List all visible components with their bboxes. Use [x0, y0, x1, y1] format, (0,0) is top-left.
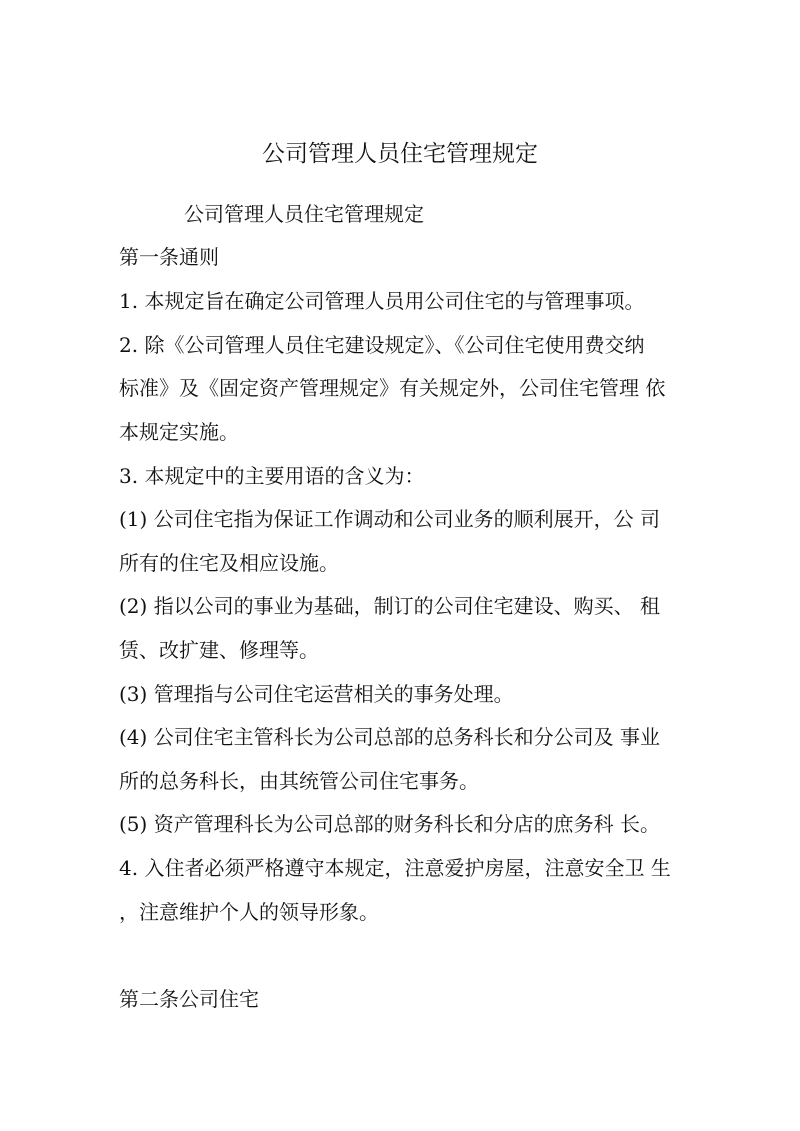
text-line: 2. 除《公司管理人员住宅建设规定》、《公司住宅使用费交纳 — [119, 333, 645, 357]
text-line: (1) 公司住宅指为保证工作调动和公司业务的顺利展开，公 司 — [119, 507, 661, 531]
text-line: 1. 本规定旨在确定公司管理人员用公司住宅的与管理事项。 — [119, 289, 645, 313]
text-line: ，注意维护个人的领导形象。 — [119, 900, 379, 924]
text-line: (4) 公司住宅主管科长为公司总部的总务科长和分公司及 事业 — [119, 725, 661, 749]
text-line: (3) 管理指与公司住宅运营相关的事务处理。 — [119, 682, 514, 706]
text-line: (5) 资产管理科长为公司总部的财务科长和分店的庶务科 长。 — [119, 812, 661, 836]
text-line: 3. 本规定中的主要用语的含义为： — [119, 464, 425, 488]
text-line: 所有的住宅及相应设施。 — [119, 551, 339, 575]
document-subtitle: 公司管理人员住宅管理规定 — [184, 202, 424, 226]
text-line: 本规定实施。 — [119, 420, 239, 444]
text-line: 所的总务科长，由其统管公司住宅事务。 — [119, 769, 479, 793]
text-line: (2) 指以公司的事业为基础，制订的公司住宅建设、购买、 租 — [119, 594, 661, 618]
document-title: 公司管理人员住宅管理规定 — [262, 141, 538, 167]
text-line: 标准》及《固定资产管理规定》有关规定外，公司住宅管理 依 — [119, 376, 666, 400]
section-heading: 第二条公司住宅 — [119, 987, 259, 1011]
section-heading: 第一条通则 — [119, 245, 219, 269]
text-line: 4. 入住者必须严格遵守本规定，注意爱护房屋，注意安全卫 生 — [119, 856, 671, 880]
text-line: 赁、改扩建、修理等。 — [119, 638, 319, 662]
